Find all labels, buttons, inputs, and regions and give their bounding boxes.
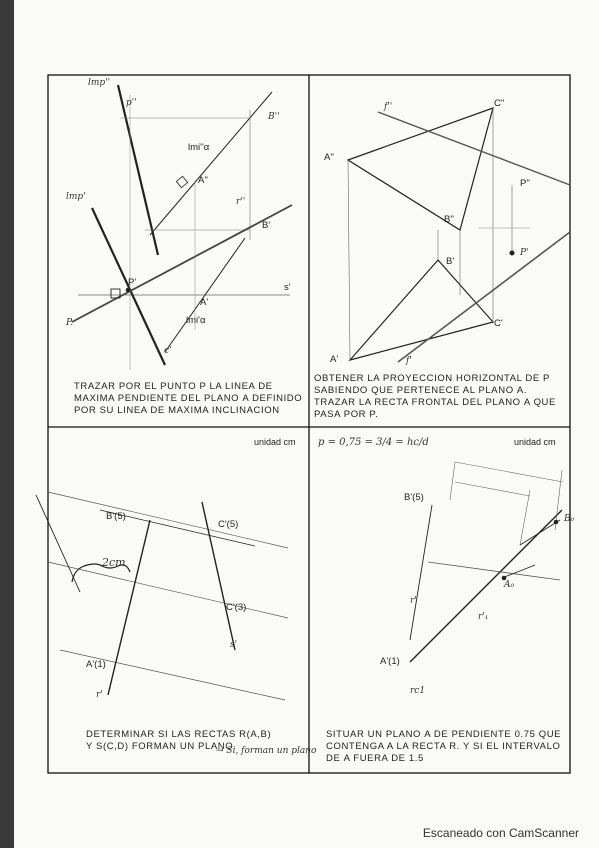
panel-2-drawing bbox=[348, 108, 570, 362]
panel-3-answer: → Si, forman un plano bbox=[216, 746, 317, 756]
label-f-v: f'' bbox=[384, 102, 393, 112]
label-a0: A₀ bbox=[504, 580, 515, 590]
line-frontal-h bbox=[398, 232, 570, 362]
label-b-h2: B' bbox=[446, 256, 455, 267]
label-s-h: s' bbox=[284, 282, 291, 293]
panel-3-unit: unidad cm bbox=[254, 437, 296, 447]
label-c5: C'(5) bbox=[218, 519, 239, 530]
label-a-h2: A' bbox=[330, 354, 339, 365]
line-frontal-v bbox=[378, 112, 570, 185]
label-p-axis: P. bbox=[66, 318, 74, 328]
panel-4-unit: unidad cm bbox=[514, 437, 556, 447]
line-lmi-v bbox=[150, 92, 272, 235]
triangle-vertical bbox=[348, 108, 493, 230]
label-a-v2: A'' bbox=[324, 152, 334, 163]
label-b-v: B'' bbox=[268, 112, 280, 122]
label-c3: C'(3) bbox=[226, 602, 247, 613]
label-p-h2: P' bbox=[520, 248, 529, 258]
label-b-v2: B'' bbox=[444, 214, 454, 225]
label-b5-p4: B'(5) bbox=[404, 492, 424, 503]
label-2cm: 2cm bbox=[102, 556, 126, 569]
panel-3-drawing bbox=[36, 492, 288, 700]
label-b-h: B' bbox=[262, 220, 271, 231]
label-b0: B₀ bbox=[564, 514, 575, 524]
panel-4-formula: p = 0,75 = 3/4 = hc/d bbox=[318, 437, 429, 448]
label-c-v: C'' bbox=[494, 98, 505, 109]
label-r-p4: r' bbox=[410, 596, 417, 606]
panel-2-caption: OBTENER LA PROYECCION HORIZONTAL DE P SABIENDO QUE PERTENECE AL PLANO Α. TRAZAR LA RECTA FRONTAL DEL PLANO Α QUE PASA POR P. bbox=[314, 373, 556, 420]
label-c-h: c' bbox=[164, 346, 172, 356]
panel-4-drawing bbox=[410, 462, 563, 662]
label-a-h: A' bbox=[200, 297, 209, 308]
label-r1: r'₁ bbox=[478, 612, 489, 622]
label-s: s' bbox=[230, 640, 238, 650]
label-p-v2: P'' bbox=[520, 178, 530, 189]
label-p-v: p'' bbox=[126, 98, 137, 108]
panel-1-drawing bbox=[72, 85, 292, 370]
label-a1: A'(1) bbox=[86, 659, 106, 670]
label-lmi-v: lmi''α bbox=[188, 142, 210, 153]
label-p-h: P' bbox=[128, 277, 137, 288]
panel-1-caption: TRAZAR POR EL PUNTO P LA LINEA DE MAXIMA PENDIENTE DEL PLANO Α DEFINIDO POR SU LINEA DE MAXIMA INCLINACION bbox=[74, 381, 303, 416]
label-f-h: f' bbox=[406, 356, 412, 366]
label-rn: rc1 bbox=[410, 686, 426, 696]
label-a1-p4: A'(1) bbox=[380, 656, 400, 667]
panel-3-caption: DETERMINAR SI LAS RECTAS R(A,B) Y S(C,D) FORMAN UN PLANO bbox=[86, 729, 272, 752]
label-lmi-h: lmi'α bbox=[186, 315, 206, 326]
label-c-h2: C' bbox=[494, 318, 503, 329]
line-p-h bbox=[72, 205, 292, 322]
label-r-v: r'' bbox=[236, 197, 246, 207]
panel-grid bbox=[48, 75, 570, 773]
line-lmp-v bbox=[118, 85, 158, 255]
label-lmp-h: lmp' bbox=[66, 192, 86, 202]
label-lmp-v: lmp'' bbox=[88, 78, 111, 88]
label-r: r' bbox=[96, 690, 103, 700]
panel-4-caption: SITUAR UN PLANO Α DE PENDIENTE 0.75 QUE CONTENGA A LA RECTA R. Y SI EL INTERVALO DE Α FUERA DE 1.5 bbox=[326, 729, 562, 764]
label-a-v: A'' bbox=[198, 175, 208, 186]
label-b5: B'(5) bbox=[106, 511, 126, 522]
scanner-watermark: Escaneado con CamScanner bbox=[422, 826, 579, 840]
